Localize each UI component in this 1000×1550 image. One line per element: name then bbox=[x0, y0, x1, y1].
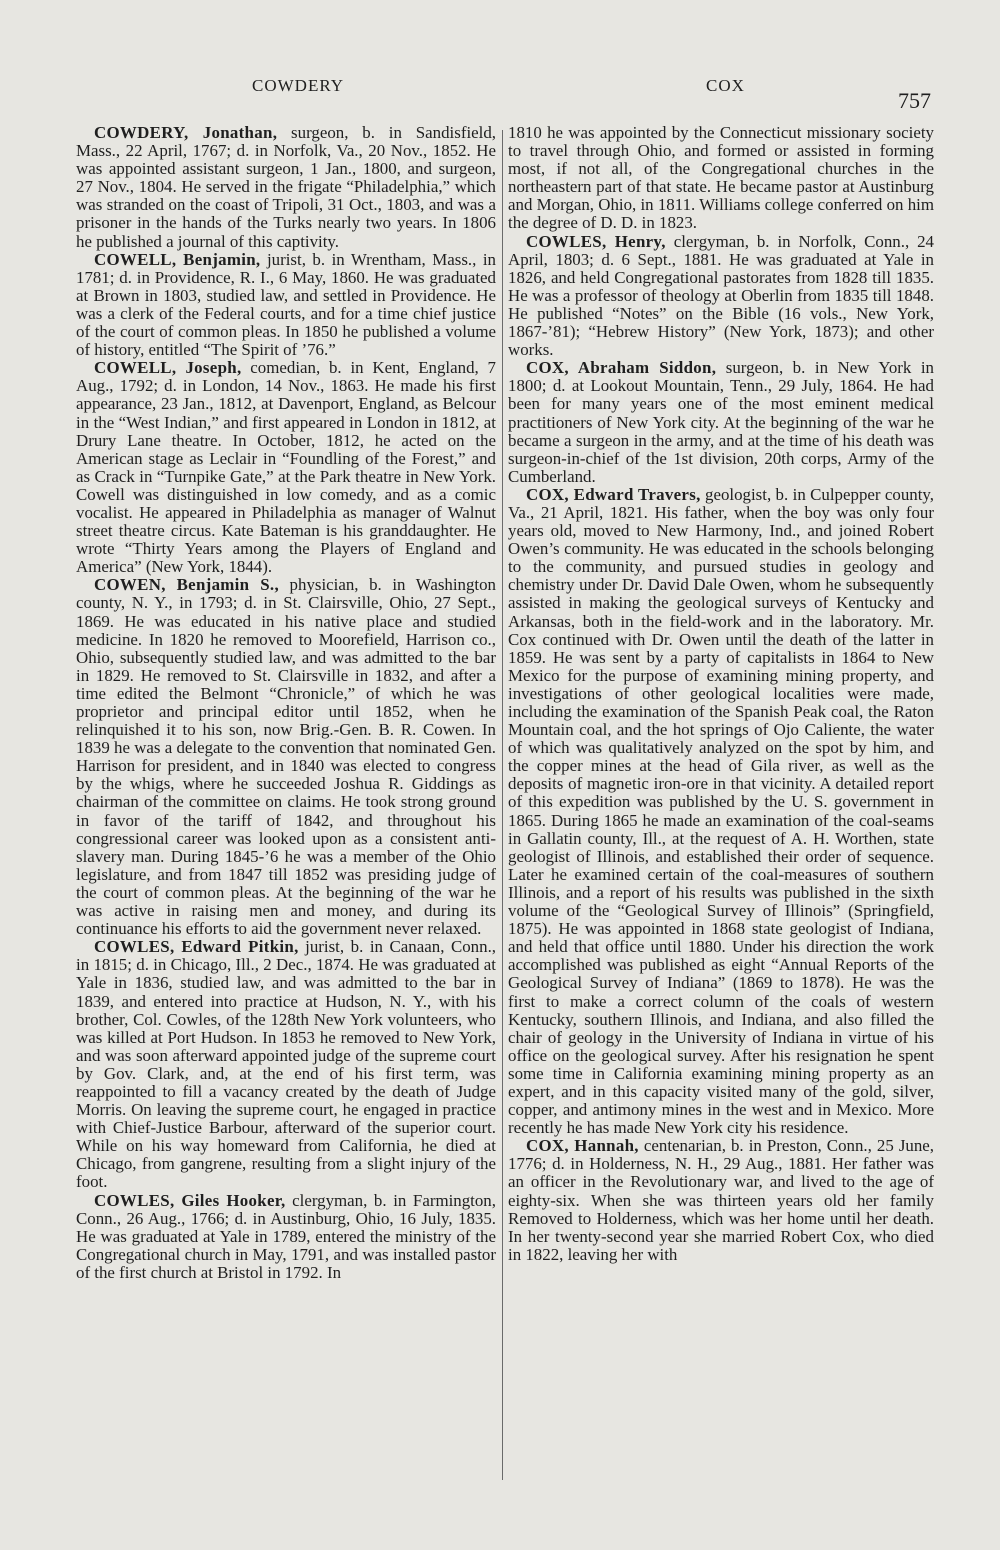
entry bbox=[508, 1137, 934, 1264]
entry bbox=[508, 233, 934, 360]
entry-headword: COWLES, Henry, bbox=[526, 231, 666, 251]
entry-headword: COWLES, Giles Hooker, bbox=[94, 1190, 286, 1210]
entry bbox=[76, 1192, 496, 1282]
page-number: 757 bbox=[898, 88, 931, 113]
entry-headword: COWELL, Benjamin, bbox=[94, 249, 261, 269]
entry-text: clergyman, b. in Farmington, Conn., 26 Aug., 1766; d. in Austinburg, Ohio, 16 July, 1835. He was graduated at Yale in 1789, entered the ministry of the Congregational church in May, 1791, and was installed pastor of the first church at Bristol in 1792. In bbox=[76, 1190, 496, 1282]
entry-text: 1810 he was appointed by the Connecticut missionary society to travel through Ohio, and formed or assisted in forming most, if not all, of the Congregational churches in the northeastern part of that state. He became pastor at Austinburg and Morgan, Ohio, in 1811. Williams college conferred on him the degree of D. D. in 1823. bbox=[508, 123, 934, 233]
entry bbox=[76, 124, 496, 251]
running-head-center: COX bbox=[706, 76, 745, 95]
entry-continuation bbox=[508, 124, 934, 233]
entry-headword: COX, Edward Travers, bbox=[526, 484, 701, 504]
entry bbox=[508, 486, 934, 1137]
entry bbox=[76, 938, 496, 1191]
column-divider bbox=[502, 130, 503, 1480]
entry bbox=[76, 251, 496, 360]
entry-headword: COWELL, Joseph, bbox=[94, 358, 242, 378]
entry-text: jurist, b. in Wrentham, Mass., in 1781; d. in Providence, R. I., 6 May, 1860. He was graduated at Brown in 1803, studied law, and settled in Providence. He was a clerk of the Federal courts, and for a time chief justice of the court of common pleas. In 1850 he published a volume of history, entitled “The Spirit of ’76.” bbox=[76, 249, 496, 360]
entry-headword: COWDERY, Jonathan, bbox=[94, 123, 278, 142]
running-head-left: COWDERY bbox=[252, 76, 344, 95]
entry-text: comedian, b. in Kent, England, 7 Aug., 1792; d. in London, 14 Nov., 1863. He made his first appearance, 23 Jan., 1812, at Davenport, England, as Belcour in the “West Indian,” and first appeared in London in 1812, at Drury Lane theatre. In October, 1812, he acted on the American stage as Leclair in “Foundling of the Forest,” and as Crack in “Turnpike Gate,” at the Park theatre in New York. Cowell was distinguished in low comedy, and as a comic vocalist. He appeared in Philadelphia as manager of Walnut street theatre circus. Kate Bateman is his granddaughter. He wrote “Thirty Years among the Players of England and America” (New York, 1844). bbox=[76, 358, 496, 577]
entry-text: jurist, b. in Canaan, Conn., in 1815; d. in Chicago, Ill., 2 Dec., 1874. He was graduated at Yale in 1836, studied law, and was admitted to the bar in 1839, and entered into practice at Hudson, N. Y., with his brother, Col. Cowles, of the 128th New York volunteers, who was killed at Port Hudson. In 1853 he removed to New York, and was soon afterward appointed judge of the supreme court by Gov. Clark, and, at the end of his first term, was reappointed to fill a vacancy created by the death of Judge Morris. On leaving the supreme court, he engaged in practice with Chief-Justice Barbour, afterward of the superior court. While on his way homeward from California, he died at Chicago, from gangrene, resulting from a slight injury of the foot. bbox=[76, 937, 497, 1192]
entry-headword: COX, Abraham Siddon, bbox=[526, 358, 717, 378]
right-column bbox=[508, 124, 934, 1484]
entry-headword: COX, Hannah, bbox=[526, 1136, 639, 1156]
entry-text: clergyman, b. in Norfolk, Conn., 24 April, 1803; d. 6 Sept., 1881. He was graduated at Yale in 1826, and held Congregational pastorates from 1828 till 1835. He was a professor of theology at Oberlin from 1835 till 1848. He published “Notes” on the Bible (16 vols., New York, 1867-’81); “Hebrew History” (New York, 1873); and other works. bbox=[508, 231, 935, 360]
entry bbox=[508, 359, 934, 486]
entry bbox=[76, 576, 496, 938]
entry-text: surgeon, b. in Sandisfield, Mass., 22 April, 1767; d. in Norfolk, Va., 20 Nov., 1852. He was appointed assistant surgeon, 1 Jan., 1800, and surgeon, 27 Nov., 1804. He served in the frigate “Philadelphia,” which was stranded on the coast of Tripoli, 31 Oct., 1803, and was a prisoner in the hands of the Turks nearly two years. In 1806 he published a journal of this captivity. bbox=[76, 123, 496, 251]
entry-text: centenarian, b. in Preston, Conn., 25 June, 1776; d. in Holderness, N. H., 29 Aug., 1881. Her father was an officer in the Revolutionary war, and lived to the age of eighty-six. When she was thirteen years old her family Removed to Holderness, which was her home until her death. In her twenty-second year she married Robert Cox, who died in 1822, leaving her with bbox=[508, 1136, 935, 1264]
entry-text: physician, b. in Washington county, N. Y., in 1793; d. in St. Clairsville, Ohio, 27 Sept., 1869. He was educated in his native place and studied medicine. In 1820 he removed to Moorefield, Harrison co., Ohio, subsequently studied law, and was admitted to the bar in 1829. He removed to St. Clairsville in 1832, and after a time edited the Belmont “Chronicle,” of which he was proprietor and principal editor until 1852, when he relinquished it to his son, now Brig.-Gen. B. R. Cowen. In 1839 he was a delegate to the convention that nominated Gen. Harrison for president, and in 1840 was elected to congress by the whigs, where he succeeded Joshua R. Giddings as chairman of the committee on claims. He took strong ground in favor of the tariff of 1842, and throughout his congressional career was looked upon as a consistent anti-slavery man. During 1845-’6 he was a member of the Ohio legislature, and from 1847 till 1852 was presiding judge of the court of common pleas. At the beginning of the war he was active in raising men and money, and during its continuance his efforts to aid the government never relaxed. bbox=[76, 575, 496, 939]
left-column bbox=[76, 124, 496, 1484]
entry-headword: COWLES, Edward Pitkin, bbox=[94, 937, 299, 957]
entry-headword: COWEN, Benjamin S., bbox=[94, 575, 279, 595]
entry-text: geologist, b. in Culpepper county, Va., 21 April, 1821. His father, when the boy was only four years old, moved to New Harmony, Ind., and joined Robert Owen’s community. He was educated in the schools belonging to the community, and pursued studies in geology and chemistry under Dr. David Dale Owen, whom he subsequently assisted in making the geological surveys of Kentucky and Arkansas, both in the field-work and in the laboratory. Mr. Cox continued with Dr. Owen until the death of the latter in 1859. He was sent by a party of capitalists in 1864 to New Mexico for the purpose of examining mining property, and investigations of other geological localities were made, including the examination of the Spanish Peak coal, the Raton Mountain coal, and the hot springs of Ojo Caliente, the water of which was qualitatively analyzed on the spot by him, and the copper mines at the head of Gila river, as well as the deposits of magnetic iron-ore in that vicinity. A detailed report of this expedition was published by the U. S. government in 1865. During 1865 he made an examination of the coal-seams in Gallatin county, Ill., at the request of A. H. Worthen, state geologist of Illinois, and established their order of sequence. Later he examined certain of the coal-measures of southern Illinois, and a report of his results was published in the sixth volume of the “Geological Survey of Illinois” (Springfield, 1875). He was appointed in 1868 state geologist of Indiana, and held that office until 1880. Under his direction the work accomplished was published as eight “Annual Reports of the Geological Survey of Indiana” (1869 to 1878). He was the first to make a correct column of the coals of western Kentucky, southern Illinois, and Indiana, and also filled the chair of geology in the University of Indiana in virtue of his office on the geological survey. After his resignation he spent some time in California examining mining property as an expert, and in this capacity visited many of the gold, silver, copper, and antimony mines in the west and in Mexico. More recently he has made New York city his residence. bbox=[508, 484, 934, 1138]
entry bbox=[76, 359, 496, 576]
entry-text: surgeon, b. in New York in 1800; d. at Lookout Mountain, Tenn., 29 July, 1864. He had been for many years one of the most eminent medical practitioners of New York city. At the beginning of the war he became a surgeon in the army, and at the time of his death was surgeon-in-chief of the 1st division, 20th corps, Army of the Cumberland. bbox=[508, 358, 934, 486]
